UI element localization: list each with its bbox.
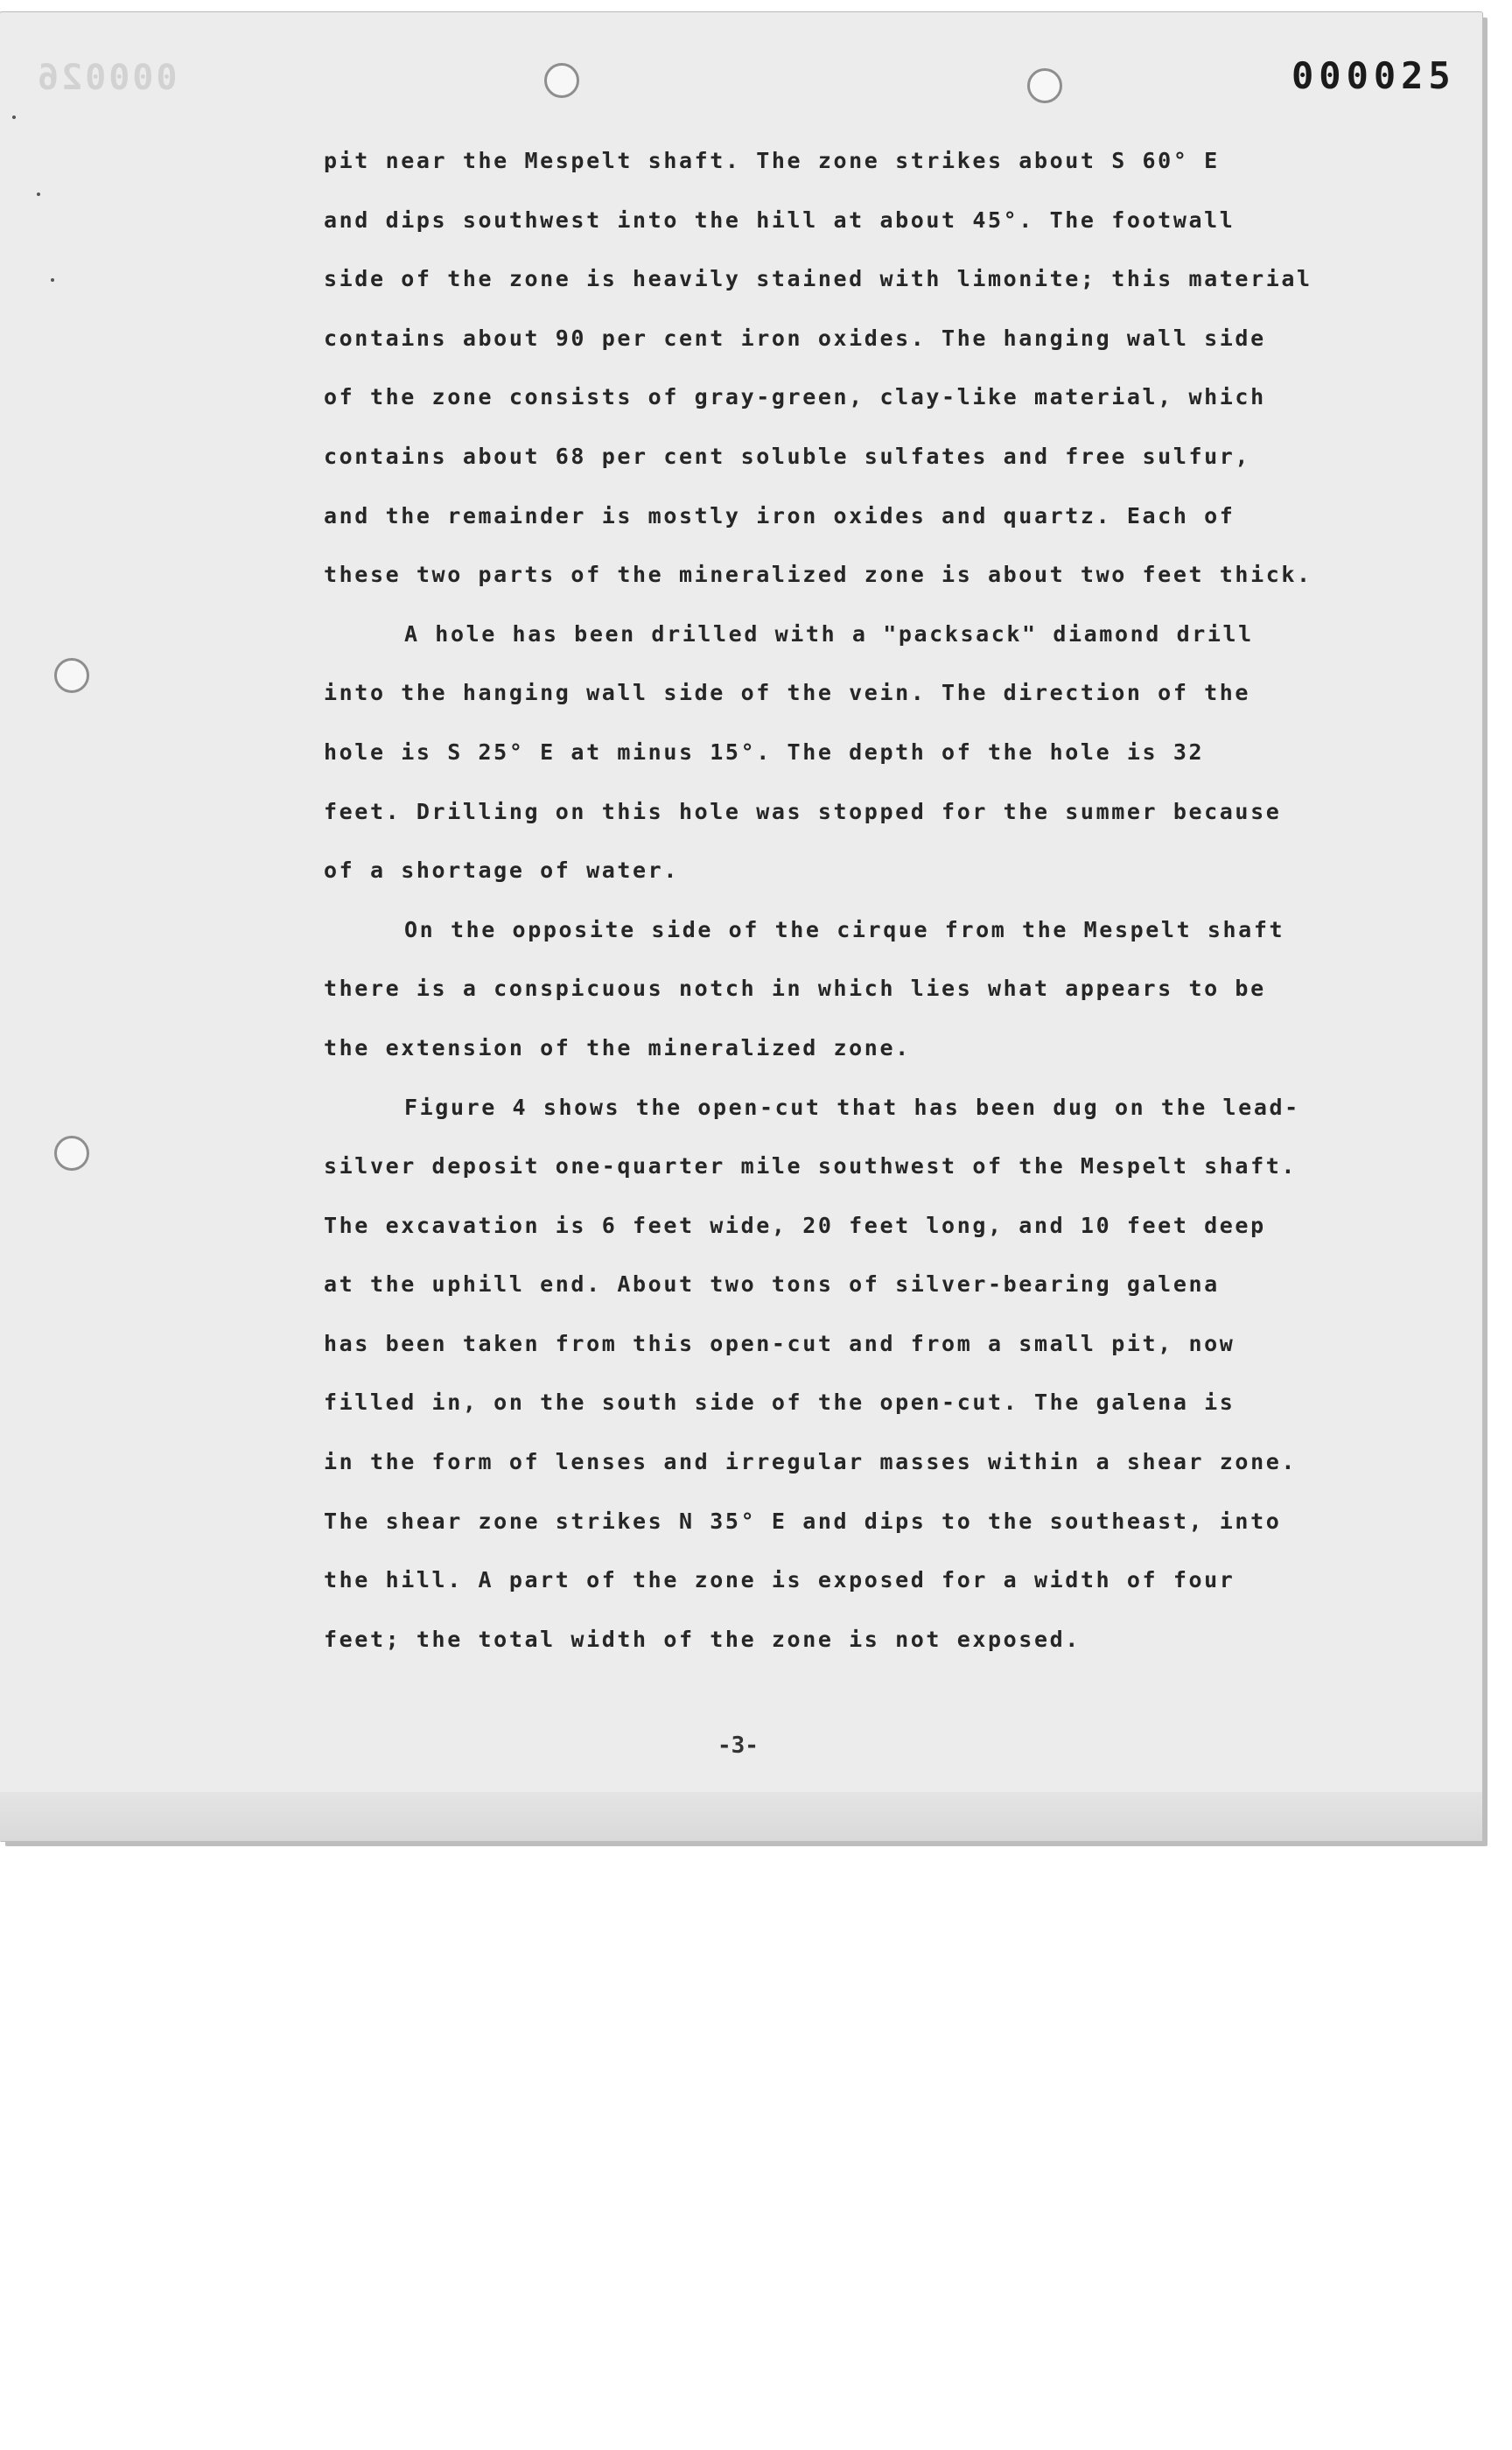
text-line: of a shortage of water. xyxy=(324,858,679,884)
text-line: hole is S 25° E at minus 15°. The depth of the hole is 32 xyxy=(324,738,1205,765)
binder-hole-top-right xyxy=(1027,68,1062,103)
text-line: of the zone consists of gray-green, clay-like material, which xyxy=(324,384,1266,410)
text-line: in the form of lenses and irregular masses within a shear zone. xyxy=(324,1449,1298,1475)
scan-speck xyxy=(51,278,54,282)
text-line: has been taken from this open-cut and from a small pit, now xyxy=(324,1330,1236,1356)
text-line: these two parts of the mineralized zone is about two feet thick. xyxy=(324,562,1312,588)
text-line: filled in, on the south side of the open-cut. The galena is xyxy=(324,1390,1236,1416)
text-line: the extension of the mineralized zone. xyxy=(324,1034,911,1060)
text-line: and the remainder is mostly iron oxides and quartz. Each of xyxy=(324,502,1236,528)
binder-hole-top-left xyxy=(544,63,579,98)
bleed-through-page-number: 000026 xyxy=(35,58,178,98)
text-line: Figure 4 shows the open-cut that has been dug on the lead- xyxy=(404,1094,1300,1120)
text-line: feet; the total width of the zone is not exposed. xyxy=(324,1626,1081,1652)
text-line: contains about 90 per cent iron oxides. The hanging wall side xyxy=(324,325,1266,351)
text-line: On the opposite side of the cirque from the Mespelt shaft xyxy=(404,916,1285,942)
document-page xyxy=(0,12,1482,1841)
page-number-stamp: 000025 xyxy=(1292,54,1456,97)
text-line: silver deposit one-quarter mile southwest of the Mespelt shaft. xyxy=(324,1153,1298,1180)
text-line: and dips southwest into the hill at about 45°. The footwall xyxy=(324,206,1236,233)
text-line: feet. Drilling on this hole was stopped for the summer because xyxy=(324,798,1282,824)
text-line: at the uphill end. About two tons of silver-bearing galena xyxy=(324,1271,1220,1298)
text-line: there is a conspicuous notch in which lies what appears to be xyxy=(324,976,1266,1002)
scan-speck xyxy=(37,192,40,196)
text-line: into the hanging wall side of the vein. The direction of the xyxy=(324,680,1251,706)
binder-hole-left-lower xyxy=(54,1136,89,1171)
text-line: The excavation is 6 feet wide, 20 feet long, and 10 feet deep xyxy=(324,1212,1266,1238)
scan-speck xyxy=(12,116,16,119)
body-text xyxy=(324,131,1312,1669)
text-line: The shear zone strikes N 35° E and dips to the southeast, into xyxy=(324,1508,1282,1534)
binder-hole-left-upper xyxy=(54,658,89,693)
page-folio: -3- xyxy=(718,1732,759,1759)
text-line: contains about 68 per cent soluble sulfates and free sulfur, xyxy=(324,443,1251,469)
text-line: side of the zone is heavily stained with limonite; this material xyxy=(324,266,1312,292)
text-line: A hole has been drilled with a "packsack" diamond drill xyxy=(404,620,1254,647)
text-line: the hill. A part of the zone is exposed for a width of four xyxy=(324,1567,1236,1593)
text-line: pit near the Mespelt shaft. The zone strikes about S 60° E xyxy=(324,148,1220,173)
